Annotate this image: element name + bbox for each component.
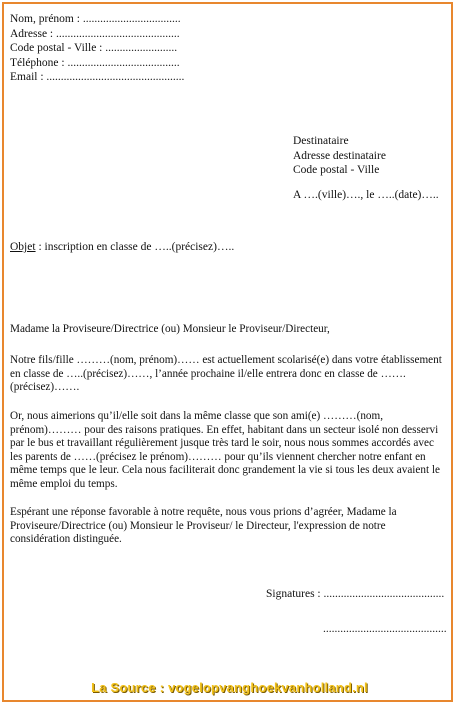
sender-email: Email : ................................................ — [10, 71, 185, 83]
paragraph-1: Notre fils/fille ………(nom, prénom)…… est actuellement scolarisé(e) dans votre établissement en classe de …..(précisez)……, l’année prochaine il/elle entrera donc en classe de …….(précisez)……. — [10, 354, 442, 394]
recipient-name: Destinataire — [293, 135, 349, 147]
sender-phone: Téléphone : ....................................... — [10, 56, 180, 69]
recipient-postal: Code postal - Ville — [293, 164, 380, 176]
subject-text: : inscription en classe de …..(précisez)….. — [35, 241, 235, 253]
paragraph-3: Espérant une réponse favorable à notre requête, nous vous prions d’agréer, Madame la Proviseure/Directrice (ou) Monsieur le Proviseur/ le Directeur, l'expression de notre considération distinguée. — [10, 506, 397, 546]
subject-line — [10, 241, 234, 253]
signature-line-2: ........................................... — [323, 623, 447, 635]
subject-label: Objet — [10, 241, 36, 253]
sender-block — [10, 12, 184, 85]
signature-line: Signatures : .......................................... — [266, 588, 445, 600]
recipient-block — [293, 134, 439, 202]
place-date: A ….(ville)…., le …..(date)….. — [293, 188, 439, 201]
source-watermark: La Source : vogelopvanghoekvanholland.nl — [91, 680, 368, 695]
paragraph-2: Or, nous aimerions qu’il/elle soit dans la même classe que son ami(e) ………(nom, prénom)……… pour des raisons pratiques. En effet, habitant dans un secteur isolé non desservi par le bus et travaillant régulièrement jusque très tard le soir, nous nous sommes accordés avec les parents de ……(précisez le prénom)……… pour qu’ils viennent chercher notre enfant en même temps que le leur. Cela nous faciliterait donc grandement la vie si tous les deux avaient le même emploi du temps. — [10, 410, 440, 490]
recipient-address: Adresse destinataire — [293, 149, 386, 162]
sender-postal: Code postal - Ville : ......................... — [10, 42, 178, 54]
sender-name: Nom, prénom : .................................. — [10, 13, 181, 25]
sender-address: Adresse : ........................................... — [10, 27, 180, 40]
salutation: Madame la Proviseure/Directrice (ou) Monsieur le Proviseur/Directeur, — [10, 323, 330, 335]
